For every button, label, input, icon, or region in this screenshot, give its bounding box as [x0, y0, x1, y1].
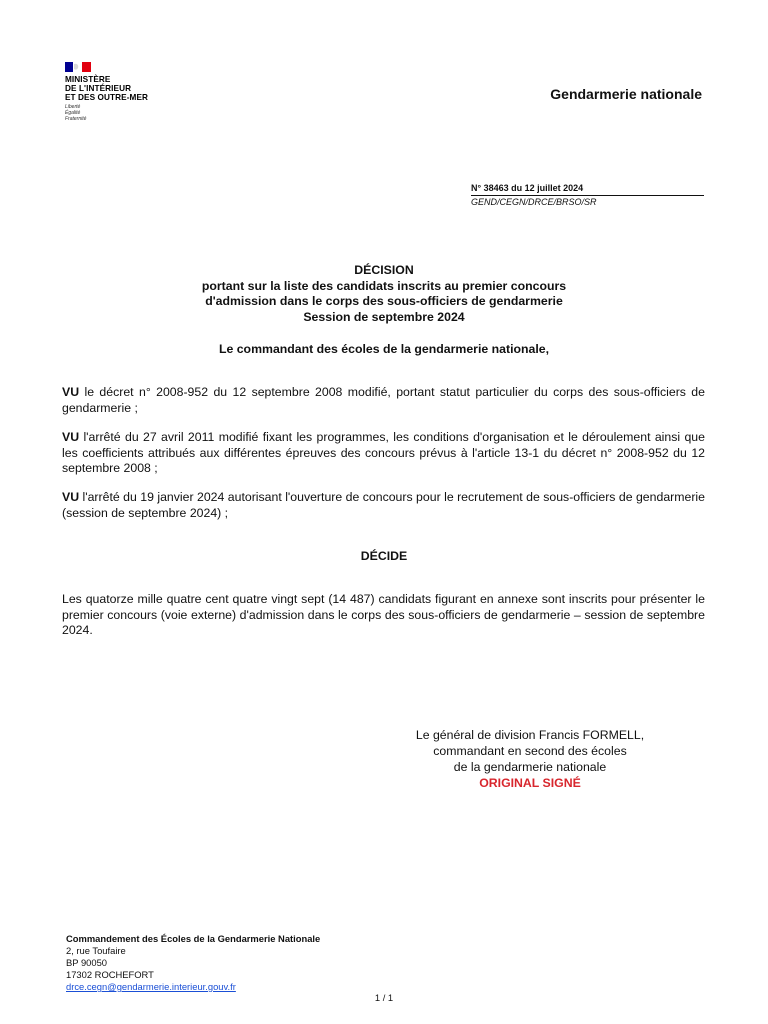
logo-line-3: ET DES OUTRE-MER [65, 93, 149, 102]
signature-block [380, 727, 680, 791]
commander-line: Le commandant des écoles de la gendarmerie nationale, [218, 342, 550, 356]
signatory-role-1: commandant en second des écoles [433, 744, 627, 758]
consideration-text: le décret n° 2008-952 du 12 septembre 2008 modifié, portant statut particulier du corps des sous-officiers de gendarmerie ; [62, 385, 705, 415]
footer-street: 2, rue Toufaire [66, 945, 126, 956]
org-name: Gendarmerie nationale [550, 86, 702, 102]
decision-subtitle-2: d'admission dans le corps des sous-officiers de gendarmerie [205, 294, 563, 308]
footer-email-link[interactable]: drce.cegn@gendarmerie.interieur.gouv.fr [66, 981, 236, 992]
signatory-role-2: de la gendarmerie nationale [453, 760, 607, 774]
reference-service: GEND/CEGN/DRCE/BRSO/SR [471, 197, 597, 207]
footer-po-box: BP 90050 [66, 957, 108, 968]
reference-number: N° 38463 du 12 juillet 2024 [471, 183, 704, 196]
decide-heading: DÉCIDE [360, 549, 408, 563]
consideration-2 [62, 430, 705, 477]
signatory-name: Le général de division Francis FORMELL, [415, 728, 645, 742]
logo-line-2: DE L'INTÉRIEUR [65, 84, 132, 93]
motto-liberte: Liberté [65, 104, 81, 110]
decision-heading [0, 263, 768, 325]
consideration-text: l'arrêté du 19 janvier 2024 autorisant l'ouverture de concours pour le recrutement de sous-officiers de gendarmerie (session de septembre 2024) ; [62, 490, 705, 520]
ministry-logo [65, 62, 175, 122]
consideration-prefix: VU [62, 385, 80, 399]
consideration-1 [62, 385, 705, 416]
motto-fraternite: Fraternité [65, 116, 87, 122]
consideration-3 [62, 490, 705, 521]
footer-address [66, 933, 320, 993]
decision-body: Les quatorze mille quatre cent quatre vingt sept (14 487) candidats figurant en annexe sont inscrits pour présenter le premier concours (voie externe) d'admission dans le corps des sous-officiers de gendarmerie – session de septembre 2024. [62, 592, 705, 637]
marianne-flag-icon [65, 62, 91, 72]
logo-motto [65, 104, 175, 122]
footer-city: 17302 ROCHEFORT [66, 969, 154, 980]
decision-subtitle-1: portant sur la liste des candidats inscrits au premier concours [201, 278, 567, 293]
reference-block [471, 183, 704, 208]
consideration-text: l'arrêté du 27 avril 2011 modifié fixant les programmes, les conditions d'organisation et le déroulement ainsi que les coefficients attribués aux différentes épreuves des concours prévus à l'article 13-1 du décret n° 2008-952 du 12 septembre 2008 ; [62, 430, 705, 475]
decision-session: Session de septembre 2024 [303, 309, 465, 324]
logo-line-1: MINISTÈRE [65, 75, 111, 84]
decision-title: DÉCISION [354, 263, 414, 277]
original-signed-mark: ORIGINAL SIGNÉ [479, 776, 581, 790]
motto-egalite: Égalité [65, 110, 81, 116]
page-number: 1 / 1 [374, 992, 394, 1003]
footer-org-name: Commandement des Écoles de la Gendarmerie Nationale [66, 933, 321, 944]
consideration-prefix: VU [62, 430, 80, 444]
consideration-prefix: VU [62, 490, 80, 504]
